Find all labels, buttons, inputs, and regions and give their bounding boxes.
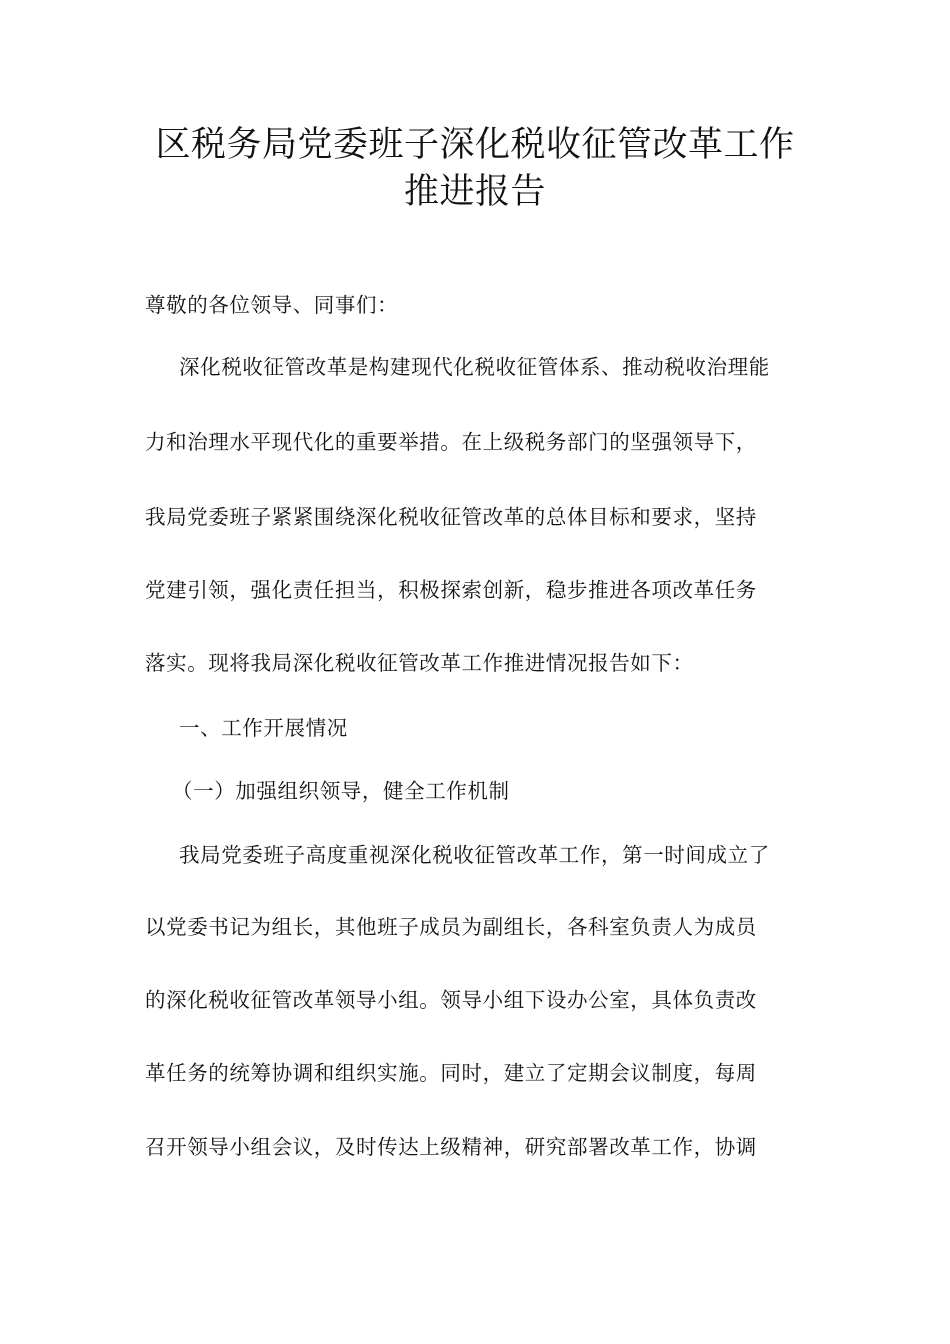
subsection-paragraph-line: 召开领导小组会议，及时传达上级精神，研究部署改革工作，协调 bbox=[145, 1135, 757, 1159]
intro-paragraph-line: 深化税收征管改革是构建现代化税收征管体系、推动税收治理能 bbox=[179, 355, 770, 379]
subsection-heading: （一）加强组织领导，健全工作机制 bbox=[172, 779, 510, 803]
subsection-paragraph-line: 我局党委班子高度重视深化税收征管改革工作，第一时间成立了 bbox=[179, 843, 770, 867]
subsection-paragraph-line: 以党委书记为组长，其他班子成员为副组长，各科室负责人为成员 bbox=[145, 915, 757, 939]
intro-paragraph-line: 落实。现将我局深化税收征管改革工作推进情况报告如下： bbox=[145, 651, 694, 675]
salutation: 尊敬的各位领导、同事们： bbox=[145, 293, 399, 317]
section-heading: 一、工作开展情况 bbox=[179, 716, 348, 740]
document-title-line-2: 推进报告 bbox=[403, 172, 546, 212]
intro-paragraph-line: 我局党委班子紧紧围绕深化税收征管改革的总体目标和要求，坚持 bbox=[145, 505, 757, 529]
subsection-paragraph-line: 的深化税收征管改革领导小组。领导小组下设办公室，具体负责改 bbox=[145, 988, 757, 1012]
subsection-paragraph-line: 革任务的统筹协调和组织实施。同时，建立了定期会议制度，每周 bbox=[145, 1061, 757, 1085]
intro-paragraph-line: 力和治理水平现代化的重要举措。在上级税务部门的坚强领导下， bbox=[145, 430, 757, 454]
document-title-line-1: 区税务局党委班子深化税收征管改革工作 bbox=[155, 125, 795, 165]
intro-paragraph-line: 党建引领，强化责任担当，积极探索创新，稳步推进各项改革任务 bbox=[145, 578, 757, 602]
